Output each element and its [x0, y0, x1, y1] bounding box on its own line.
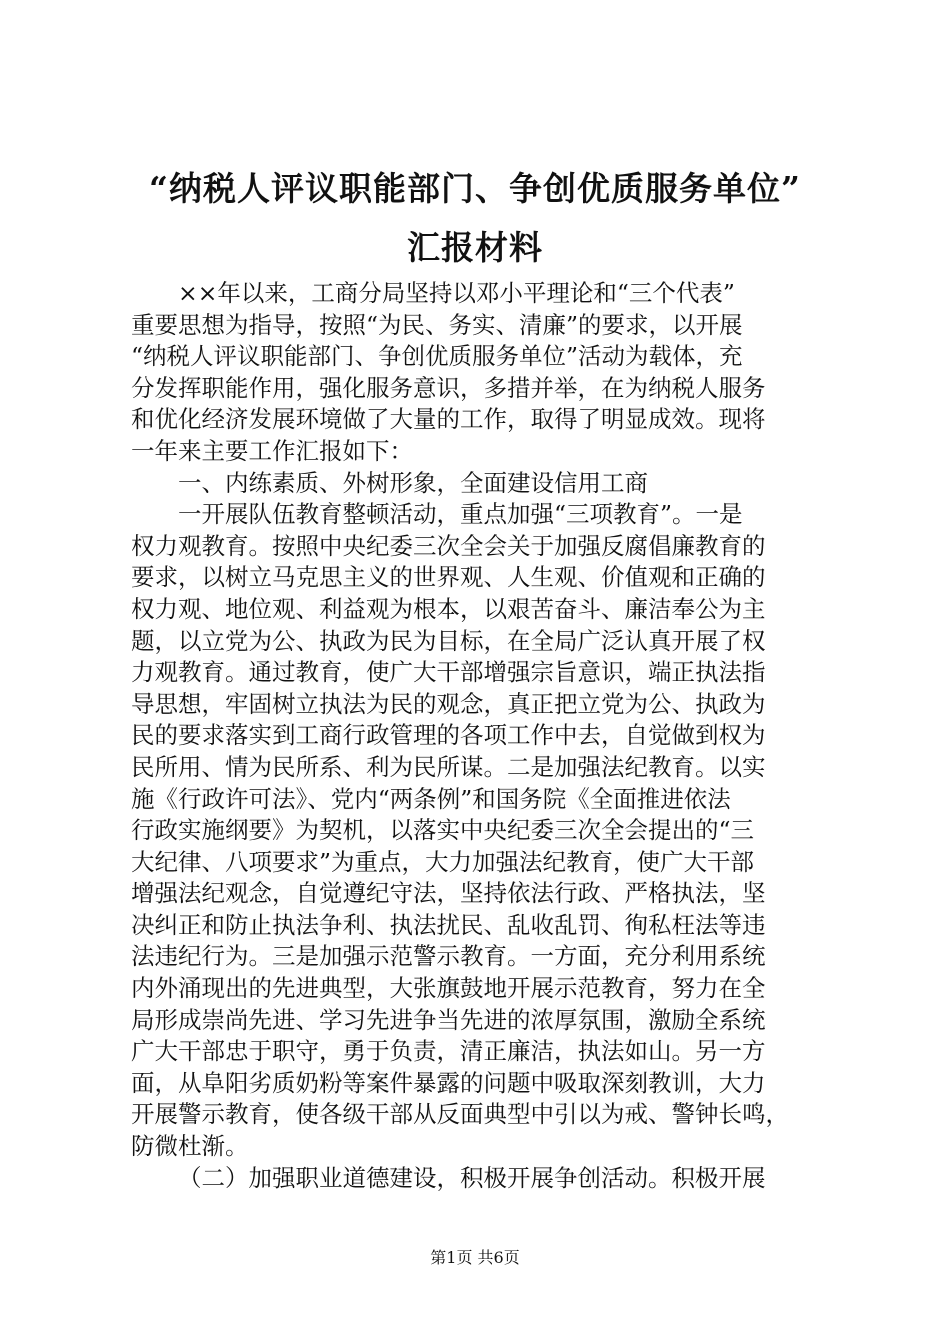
document-title-line-2: 汇报材料	[407, 228, 543, 267]
paragraph-line: 防微杜渐。	[131, 1132, 249, 1161]
paragraph-line: ××年以来，工商分局坚持以邓小平理论和“三个代表”	[178, 279, 735, 307]
paragraph-line: 开展警示教育，使各级干部从反面典型中引以为戒、警钟长鸣，	[131, 1100, 789, 1129]
paragraph-line: 权力观、地位观、利益观为根本，以艰苦奋斗、廉洁奉公为主	[131, 594, 766, 623]
paragraph-line: 行政实施纲要》为契机，以落实中央纪委三次全会提出的“三	[131, 816, 755, 845]
paragraph-line: 大纪律、八项要求”为重点，大力加强法纪教育，使广大干部	[131, 847, 755, 876]
paragraph-line: 和优化经济发展环境做了大量的工作，取得了明显成效。现将	[131, 405, 766, 434]
paragraph-line: 导思想，牢固树立执法为民的观念，真正把立党为公、执政为	[131, 689, 766, 718]
document-title-line-1: “纳税人评议职能部门、争创优质服务单位”	[149, 169, 801, 208]
paragraph-line: 决纠正和防止执法争利、执法扰民、乱收乱罚、徇私枉法等违	[131, 910, 766, 939]
paragraph-line: 要求，以树立马克思主义的世界观、人生观、价值观和正确的	[131, 563, 766, 592]
paragraph-line: 一开展队伍教育整顿活动，重点加强“三项教育”。一是	[178, 500, 743, 529]
paragraph-line: 局形成崇尚先进、学习先进争当先进的浓厚氛围，激励全系统	[131, 1005, 766, 1034]
paragraph-line: 一年来主要工作汇报如下：	[131, 436, 413, 465]
paragraph-line: 内外涌现出的先进典型，大张旗鼓地开展示范教育，努力在全	[131, 974, 766, 1003]
paragraph-line: 施《行政许可法》、党内“两条例”和国务院《全面推进依法	[131, 784, 731, 813]
section-heading: （二）加强职业道德建设，积极开展争创活动。积极开展	[178, 1163, 766, 1192]
paragraph-line: 法违纪行为。三是加强示范警示教育。一方面，充分利用系统	[131, 942, 766, 971]
paragraph-line: 广大干部忠于职守，勇于负责，清正廉洁，执法如山。另一方	[131, 1037, 766, 1066]
paragraph-line: 民所用、情为民所系、利为民所谋。二是加强法纪教育。以实	[131, 752, 766, 781]
section-heading: 一、内练素质、外树形象，全面建设信用工商	[178, 468, 648, 497]
paragraph-line: 面，从阜阳劣质奶粉等案件暴露的问题中吸取深刻教训，大力	[131, 1068, 766, 1097]
paragraph-line: 力观教育。通过教育，使广大干部增强宗旨意识，端正执法指	[131, 658, 766, 687]
paragraph-line: 民的要求落实到工商行政管理的各项工作中去，自觉做到权为	[131, 721, 766, 750]
paragraph-line: 题，以立党为公、执政为民为目标，在全局广泛认真开展了权	[131, 626, 766, 655]
paragraph-line: “纳税人评议职能部门、争创优质服务单位”活动为载体，充	[131, 342, 743, 371]
paragraph-line: 分发挥职能作用，强化服务意识，多措并举，在为纳税人服务	[131, 373, 766, 402]
page-number-footer: 第1页 共6页	[430, 1248, 520, 1267]
paragraph-line: 增强法纪观念，自觉遵纪守法，坚持依法行政、严格执法，坚	[131, 879, 766, 908]
paragraph-line: 权力观教育。按照中央纪委三次全会关于加强反腐倡廉教育的	[131, 531, 766, 560]
document-body	[131, 278, 831, 1194]
paragraph-line: 重要思想为指导，按照“为民、务实、清廉”的要求，以开展	[131, 310, 743, 339]
